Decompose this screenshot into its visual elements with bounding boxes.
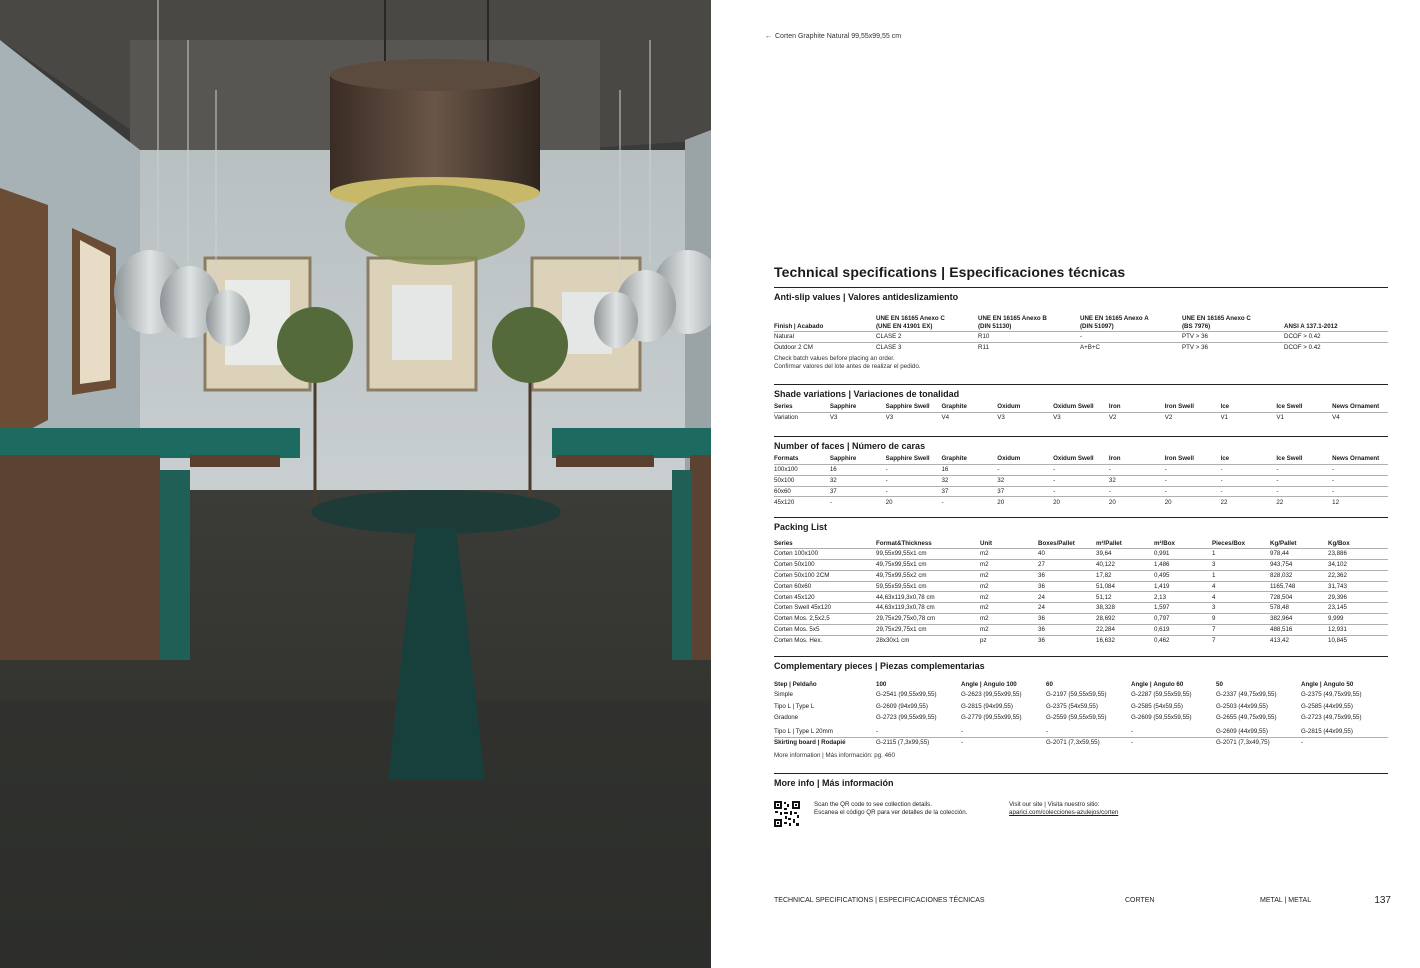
table-cell: G-2723 (99,55x99,55) xyxy=(876,713,937,721)
column-header: Pieces/Box xyxy=(1212,539,1246,547)
table-cell: 0,619 xyxy=(1154,624,1212,635)
table-cell: 49,75x99,55x1 cm xyxy=(876,560,980,571)
column-header: 100 xyxy=(876,680,887,688)
table-cell: Corten 60x60 xyxy=(774,581,876,592)
column-header: Graphite xyxy=(941,455,967,463)
complementary-section xyxy=(774,656,1388,759)
table-cell: V2 xyxy=(1109,413,1165,424)
table-cell: - xyxy=(1131,737,1216,748)
table-cell: 413,42 xyxy=(1270,635,1328,646)
table-cell: - xyxy=(1301,737,1388,748)
table-cell: Outdoor 2 CM xyxy=(774,342,876,353)
table-cell: V3 xyxy=(830,413,886,424)
shade-header-row xyxy=(774,403,1388,412)
table-cell: V1 xyxy=(1221,413,1277,424)
faces-title: Number of faces | Número de caras xyxy=(774,441,926,452)
table-row xyxy=(774,723,1388,737)
table-cell: 4 xyxy=(1212,581,1270,592)
table-cell: Simple xyxy=(774,691,793,699)
table-cell: m2 xyxy=(980,603,1038,614)
table-cell: Variation xyxy=(774,413,830,424)
table-cell: 28,692 xyxy=(1096,614,1154,625)
table-cell: 9 xyxy=(1212,614,1270,625)
table-row xyxy=(774,497,1388,508)
column-header: Formats xyxy=(774,455,799,463)
table-row xyxy=(774,332,1388,343)
table-cell: - xyxy=(1053,475,1109,486)
table-cell: 31,743 xyxy=(1328,581,1388,592)
table-cell: 0,495 xyxy=(1154,570,1212,581)
faces-header-row xyxy=(774,455,1388,464)
table-cell: G-2779 (99,55x99,55) xyxy=(961,713,1022,721)
table-cell: DCOF > 0.42 xyxy=(1284,332,1388,343)
qr-code-icon[interactable] xyxy=(774,801,800,827)
table-cell: DCOF > 0.42 xyxy=(1284,342,1388,353)
skirting-row xyxy=(774,737,1388,748)
table-cell: Corten 50x100 xyxy=(774,560,876,571)
table-cell: 34,102 xyxy=(1328,560,1388,571)
column-header: m²/Box xyxy=(1154,539,1175,547)
table-cell: pz xyxy=(980,635,1038,646)
column-header: Ice Swell xyxy=(1276,455,1303,463)
table-cell: Gradone xyxy=(774,713,799,721)
column-header: Iron Swell xyxy=(1164,455,1194,463)
moreinfo-row xyxy=(774,801,1388,827)
table-cell: 32 xyxy=(997,475,1053,486)
column-header: Sapphire xyxy=(829,403,857,411)
table-cell: G-2541 (99,55x99,55) xyxy=(876,691,937,699)
table-cell: 17,82 xyxy=(1096,570,1154,581)
column-header: Series xyxy=(774,539,793,547)
table-cell: V3 xyxy=(997,413,1053,424)
column-header: 50 xyxy=(1216,680,1223,688)
table-cell: m2 xyxy=(980,614,1038,625)
table-cell: 44,63x119,3x0,78 cm xyxy=(876,592,980,603)
table-cell: - xyxy=(1080,332,1182,343)
table-cell: 29,75x29,75x0,78 cm xyxy=(876,614,980,625)
table-cell: 943,754 xyxy=(1270,560,1328,571)
column-header: Sapphire Swell xyxy=(885,403,930,411)
table-cell: G-2609 (94x99,55) xyxy=(876,702,928,710)
table-cell: - xyxy=(1332,464,1388,475)
table-cell: 22,284 xyxy=(1096,624,1154,635)
packing-table xyxy=(774,540,1388,646)
table-cell: 3 xyxy=(1212,560,1270,571)
table-row xyxy=(774,342,1388,353)
packing-header-row xyxy=(774,540,1388,549)
table-cell: m2 xyxy=(980,592,1038,603)
table-cell: - xyxy=(1332,486,1388,497)
table-cell: G-2375 (54x59,55) xyxy=(1046,702,1098,710)
table-cell: 16 xyxy=(941,464,997,475)
shade-title: Shade variations | Variaciones de tonalidad xyxy=(774,389,960,400)
table-cell: 828,032 xyxy=(1270,570,1328,581)
table-cell: - xyxy=(876,728,879,736)
table-cell: G-2503 (44x99,55) xyxy=(1216,702,1268,710)
table-cell: 29,75x29,75x1 cm xyxy=(876,624,980,635)
table-cell: - xyxy=(1165,486,1221,497)
table-cell: 1165,748 xyxy=(1270,581,1328,592)
column-header: Ice xyxy=(1220,403,1230,411)
page-title: Technical specifications | Especificaciones técnicas xyxy=(774,264,1126,280)
table-cell: 0,797 xyxy=(1154,614,1212,625)
column-header: Ice xyxy=(1220,455,1230,463)
table-cell: 24 xyxy=(1038,592,1096,603)
table-cell: 1,486 xyxy=(1154,560,1212,571)
table-cell: - xyxy=(961,728,964,736)
column-header: Unit xyxy=(980,539,993,547)
table-cell: 20 xyxy=(886,497,942,508)
complementary-table xyxy=(774,681,1388,749)
table-cell: - xyxy=(1109,464,1165,475)
column-header: Iron Swell xyxy=(1164,403,1194,411)
table-cell: G-2115 (7,3x99,55) xyxy=(876,737,961,748)
table-cell: 36 xyxy=(1038,570,1096,581)
table-cell: Corten Mos. Hex. xyxy=(774,635,876,646)
antislip-table xyxy=(774,315,1388,353)
table-cell: G-2585 (54x59,55) xyxy=(1131,702,1183,710)
table-cell: 40,122 xyxy=(1096,560,1154,571)
table-cell: 59,55x59,55x1 cm xyxy=(876,581,980,592)
table-cell: - xyxy=(1276,475,1332,486)
packing-title: Packing List xyxy=(774,521,828,532)
table-row xyxy=(774,603,1388,614)
table-cell: 20 xyxy=(1053,497,1109,508)
column-header: Step | Peldaño xyxy=(774,680,817,688)
page-number: 137 xyxy=(1374,895,1391,906)
qr-line-es: Escanea el código QR para ver detalles de la colección. xyxy=(814,808,968,816)
table-cell: V3 xyxy=(886,413,942,424)
table-cell: Tipo L | Type L xyxy=(774,702,815,710)
table-row xyxy=(774,464,1388,475)
table-cell: 51,084 xyxy=(1096,581,1154,592)
table-cell: G-2071 (7,3x59,55) xyxy=(1046,737,1131,748)
column-header: Ice Swell xyxy=(1276,403,1303,411)
table-cell: 28x30x1 cm xyxy=(876,635,980,646)
column-header: Sapphire xyxy=(829,455,857,463)
column-header: News Ornament xyxy=(1332,455,1380,463)
column-header: Kg/Box xyxy=(1328,539,1350,547)
table-cell: - xyxy=(1276,486,1332,497)
table-row xyxy=(774,592,1388,603)
table-row xyxy=(774,701,1388,712)
table-cell: V4 xyxy=(941,413,997,424)
table-cell: - xyxy=(1053,464,1109,475)
table-cell: 37 xyxy=(941,486,997,497)
column-header: Iron xyxy=(1108,455,1121,463)
table-cell: - xyxy=(1109,486,1165,497)
table-cell: 40 xyxy=(1038,549,1096,560)
table-cell: - xyxy=(1131,728,1134,736)
antislip-note xyxy=(774,355,1388,370)
photo-caption xyxy=(765,33,901,40)
table-cell: - xyxy=(961,737,1046,748)
table-cell: 32 xyxy=(830,475,886,486)
table-cell: A+B+C xyxy=(1080,342,1182,353)
column-header: Oxidum xyxy=(997,403,1021,411)
table-cell: G-2287 (59,55x59,55) xyxy=(1131,691,1192,699)
table-cell: 36 xyxy=(1038,635,1096,646)
column-header: Finish | Acabado xyxy=(774,322,824,330)
table-cell: 45x120 xyxy=(774,497,830,508)
table-cell: G-2337 (49,75x99,55) xyxy=(1216,691,1277,699)
table-cell: - xyxy=(830,497,886,508)
table-cell: 20 xyxy=(1109,497,1165,508)
column-header: Format&Thickness xyxy=(876,539,932,547)
footer-category: METAL | METAL xyxy=(1260,897,1312,904)
table-cell: G-2609 (44x99,55) xyxy=(1216,728,1268,736)
column-header: m²/Pallet xyxy=(1096,539,1122,547)
column-header: Graphite xyxy=(941,403,967,411)
table-cell: 16 xyxy=(830,464,886,475)
antislip-note-en: Check batch values before placing an order. xyxy=(774,355,895,363)
column-header: 60 xyxy=(1046,680,1053,688)
table-cell: 37 xyxy=(830,486,886,497)
table-cell: 49,75x99,55x2 cm xyxy=(876,570,980,581)
column-header: Angle | Ángulo 60 xyxy=(1131,680,1184,688)
table-cell: 1 xyxy=(1212,549,1270,560)
column-header: Series xyxy=(774,403,793,411)
table-cell: 16,632 xyxy=(1096,635,1154,646)
qr-line-en: Scan the QR code to see collection details. xyxy=(814,801,932,809)
table-cell: 44,63x119,3x0,78 cm xyxy=(876,603,980,614)
table-cell: 1,597 xyxy=(1154,603,1212,614)
table-cell: 22 xyxy=(1276,497,1332,508)
table-cell: 12,931 xyxy=(1328,624,1388,635)
table-cell: Corten 50x100 2CM xyxy=(774,570,876,581)
table-cell: 22 xyxy=(1221,497,1277,508)
column-header: Oxidum xyxy=(997,455,1021,463)
table-cell: - xyxy=(1221,464,1277,475)
table-cell: - xyxy=(1046,728,1049,736)
faces-section xyxy=(774,436,1388,507)
faces-table xyxy=(774,455,1388,507)
table-cell: G-2559 (59,55x59,55) xyxy=(1046,713,1107,721)
moreinfo-section xyxy=(774,773,1388,827)
table-cell: 1,419 xyxy=(1154,581,1212,592)
table-cell: 2,13 xyxy=(1154,592,1212,603)
table-row xyxy=(774,413,1388,424)
table-cell: 0,991 xyxy=(1154,549,1212,560)
table-cell: G-2815 (94x99,55) xyxy=(961,702,1013,710)
complementary-title: Complementary pieces | Piezas complementarias xyxy=(774,660,985,671)
table-cell: 0,462 xyxy=(1154,635,1212,646)
complementary-more: More information | Más información: pg. 460 xyxy=(774,751,895,759)
table-cell: G-2623 (99,55x99,55) xyxy=(961,691,1022,699)
column-header: UNE EN 16165 Anexo C (BS 7976) xyxy=(1182,315,1251,330)
table-cell: 1 xyxy=(1212,570,1270,581)
table-cell: Natural xyxy=(774,332,876,343)
table-cell: V4 xyxy=(1332,413,1388,424)
table-cell: PTV > 36 xyxy=(1182,332,1284,343)
table-cell: 20 xyxy=(1165,497,1221,508)
table-cell: G-2655 (49,75x99,55) xyxy=(1216,713,1277,721)
table-cell: 20 xyxy=(997,497,1053,508)
table-cell: m2 xyxy=(980,624,1038,635)
table-cell: 36 xyxy=(1038,614,1096,625)
table-cell: - xyxy=(1332,475,1388,486)
table-row xyxy=(774,624,1388,635)
shade-section xyxy=(774,384,1388,423)
table-row xyxy=(774,549,1388,560)
table-cell: Corten 100x100 xyxy=(774,549,876,560)
column-header: Sapphire Swell xyxy=(885,455,930,463)
table-cell: G-2071 (7,3x49,75) xyxy=(1216,737,1301,748)
table-cell: 7 xyxy=(1212,635,1270,646)
table-cell: G-2723 (49,75x99,55) xyxy=(1301,713,1362,721)
table-cell: G-2585 (44x99,55) xyxy=(1301,702,1353,710)
table-cell: 100x100 xyxy=(774,464,830,475)
table-cell: 578,48 xyxy=(1270,603,1328,614)
site-label: Visit our site | Visita nuestro sitio: xyxy=(1009,801,1100,809)
column-header: ANSI A 137.1-2012 xyxy=(1284,322,1338,330)
table-cell: 4 xyxy=(1212,592,1270,603)
table-cell: Skirting board | Rodapié xyxy=(774,737,876,748)
table-cell: 60x60 xyxy=(774,486,830,497)
column-header: News Ornament xyxy=(1332,403,1380,411)
table-cell: 382,964 xyxy=(1270,614,1328,625)
table-cell: - xyxy=(886,464,942,475)
footer-section: TECHNICAL SPECIFICATIONS | ESPECIFICACIONES TÉCNICAS xyxy=(774,897,985,904)
table-cell: V1 xyxy=(1276,413,1332,424)
table-row xyxy=(774,690,1388,701)
table-cell: 51,12 xyxy=(1096,592,1154,603)
antislip-section xyxy=(774,287,1388,370)
table-cell: 36 xyxy=(1038,581,1096,592)
table-row xyxy=(774,475,1388,486)
table-cell: V3 xyxy=(1053,413,1109,424)
table-cell: 22,362 xyxy=(1328,570,1388,581)
table-cell: 12 xyxy=(1332,497,1388,508)
table-row xyxy=(774,635,1388,646)
table-cell: V2 xyxy=(1165,413,1221,424)
table-cell: CLASE 2 xyxy=(876,332,978,343)
table-cell: G-2815 (44x99,55) xyxy=(1301,728,1353,736)
footer-collection: CORTEN xyxy=(1125,897,1155,904)
column-header: Angle | Ángulo 50 xyxy=(1301,680,1354,688)
column-header: UNE EN 16165 Anexo B (DIN 51130) xyxy=(978,315,1047,330)
table-cell: Corten Swell 45x120 xyxy=(774,603,876,614)
table-cell: 32 xyxy=(1109,475,1165,486)
table-cell: G-2375 (49,75x99,55) xyxy=(1301,691,1362,699)
table-cell: - xyxy=(1276,464,1332,475)
antislip-title: Anti-slip values | Valores antideslizamiento xyxy=(774,292,959,302)
table-cell: m2 xyxy=(980,560,1038,571)
column-header: Angle | Ángulo 100 xyxy=(961,680,1017,688)
column-header: Oxidum Swell xyxy=(1053,455,1094,463)
table-cell: 24 xyxy=(1038,603,1096,614)
table-cell: - xyxy=(997,464,1053,475)
table-cell: 23,886 xyxy=(1328,549,1388,560)
moreinfo-title: More info | Más información xyxy=(774,778,894,789)
table-cell: 29,396 xyxy=(1328,592,1388,603)
table-cell: PTV > 36 xyxy=(1182,342,1284,353)
table-cell: - xyxy=(1165,464,1221,475)
table-cell: - xyxy=(1053,486,1109,497)
table-cell: 37 xyxy=(997,486,1053,497)
table-cell: - xyxy=(886,486,942,497)
table-cell: Corten Mos. 5x5 xyxy=(774,624,876,635)
table-cell: 99,55x99,55x1 cm xyxy=(876,549,980,560)
table-cell: m2 xyxy=(980,570,1038,581)
table-cell: 27 xyxy=(1038,560,1096,571)
column-header: UNE EN 16165 Anexo C (UNE EN 41901 EX) xyxy=(876,315,945,330)
table-row xyxy=(774,560,1388,571)
table-cell: CLASE 3 xyxy=(876,342,978,353)
table-cell: R10 xyxy=(978,332,1080,343)
table-cell: - xyxy=(1165,475,1221,486)
qr-instructions xyxy=(814,801,1009,816)
table-cell: 488,516 xyxy=(1270,624,1328,635)
packing-section xyxy=(774,517,1388,646)
antislip-note-es: Confirmar valores del lote antes de realizar el pedido. xyxy=(774,362,921,370)
site-link[interactable]: aparici.com/colecciones-azulejos/corten xyxy=(1009,808,1119,816)
table-cell: 39,64 xyxy=(1096,549,1154,560)
column-header: Iron xyxy=(1108,403,1121,411)
table-cell: 10,845 xyxy=(1328,635,1388,646)
table-cell: G-2197 (59,55x59,55) xyxy=(1046,691,1107,699)
table-cell: Corten Mos. 2,5x2,5 xyxy=(774,614,876,625)
arrow-left-icon: ← xyxy=(765,33,772,40)
table-row xyxy=(774,614,1388,625)
table-row xyxy=(774,712,1388,723)
shade-table xyxy=(774,403,1388,423)
table-cell: 9,999 xyxy=(1328,614,1388,625)
table-cell: Tipo L | Type L 20mm xyxy=(774,728,833,736)
table-cell: - xyxy=(1221,486,1277,497)
caption-text: Corten Graphite Natural 99,55x99,55 cm xyxy=(775,33,902,40)
table-row xyxy=(774,486,1388,497)
table-cell: 728,504 xyxy=(1270,592,1328,603)
spec-page xyxy=(711,0,1420,968)
table-cell: 50x100 xyxy=(774,475,830,486)
table-cell: m2 xyxy=(980,581,1038,592)
table-cell: - xyxy=(941,497,997,508)
table-cell: G-2609 (59,55x59,55) xyxy=(1131,713,1192,721)
table-cell: 7 xyxy=(1212,624,1270,635)
table-cell: 978,44 xyxy=(1270,549,1328,560)
column-header: Oxidum Swell xyxy=(1053,403,1094,411)
table-row xyxy=(774,570,1388,581)
table-cell: 3 xyxy=(1212,603,1270,614)
column-header: Boxes/Pallet xyxy=(1038,539,1075,547)
spec-content xyxy=(774,264,1388,827)
table-cell: - xyxy=(886,475,942,486)
table-cell: R11 xyxy=(978,342,1080,353)
column-header: UNE EN 16165 Anexo A (DIN 51097) xyxy=(1080,315,1149,330)
site-info xyxy=(1009,801,1118,816)
table-cell: Corten 45x120 xyxy=(774,592,876,603)
table-cell: 38,328 xyxy=(1096,603,1154,614)
table-cell: 23,145 xyxy=(1328,603,1388,614)
complementary-header-row xyxy=(774,681,1388,690)
table-cell: 32 xyxy=(941,475,997,486)
antislip-header-row xyxy=(774,315,1388,332)
table-cell: m2 xyxy=(980,549,1038,560)
table-cell: 36 xyxy=(1038,624,1096,635)
table-row xyxy=(774,581,1388,592)
column-header: Kg/Pallet xyxy=(1270,539,1297,547)
table-cell: - xyxy=(1221,475,1277,486)
